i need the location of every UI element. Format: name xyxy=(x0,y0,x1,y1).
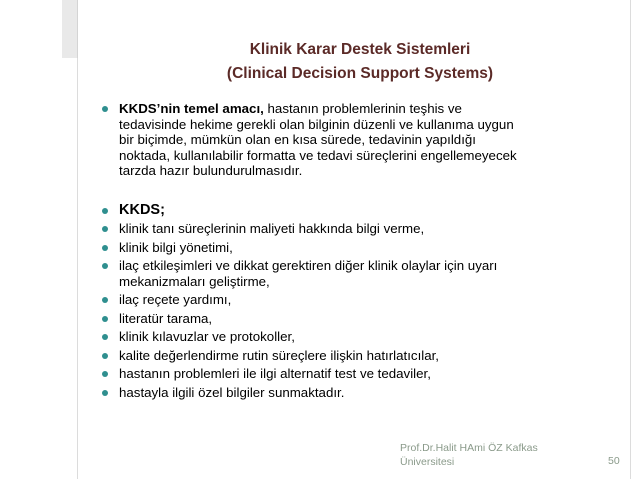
frame-line-left xyxy=(77,0,78,479)
bullet-dot-icon xyxy=(102,245,108,251)
intro-line-5: tarzda hazır bulundurulmasıdır. xyxy=(119,163,303,178)
intro-bold-lead: KKDS’nin temel amacı, xyxy=(119,101,264,116)
list-item-text: klinik kılavuzlar ve protokoller, xyxy=(119,329,295,344)
spacer xyxy=(100,182,620,203)
list-item-text: hastanın problemleri ile ilgi alternatif test ve tedaviler, xyxy=(119,366,431,381)
bullet-dot-icon xyxy=(102,263,108,269)
intro-line-3: bir biçimde, mümkün olan en kısa sürede, tedavinin yapıldığı xyxy=(119,132,476,147)
list-item-text: klinik tanı süreçlerinin maliyeti hakkında bilgi verme, xyxy=(119,221,425,236)
list-heading xyxy=(100,203,620,219)
bullet-dot-icon xyxy=(102,316,108,322)
list-heading-text: KKDS; xyxy=(119,201,165,218)
page-number: 50 xyxy=(608,455,620,467)
frame-line-right xyxy=(630,0,631,479)
slide-title-line-2: (Clinical Decision Support Systems) xyxy=(226,65,494,82)
corner-tab-decoration xyxy=(62,0,78,58)
bullet-dot-icon xyxy=(102,106,108,112)
list-item xyxy=(100,258,620,289)
bullet-dot-icon xyxy=(102,353,108,359)
intro-line-1: hastanın problemlerinin teşhis ve xyxy=(263,101,462,116)
bullet-dot-icon xyxy=(102,297,108,303)
intro-line-4: noktada, kullanılabilir formatta ve tedavi süreçlerini engellemeyecek xyxy=(119,147,517,163)
list-item-text: hastayla ilgili özel bilgiler sunmaktadır. xyxy=(119,384,345,400)
list-item-text: ilaç etkileşimleri ve dikkat gerektiren diğer klinik olaylar için uyarı xyxy=(119,258,498,273)
list-item-text: klinik bilgi yönetimi, xyxy=(119,239,233,255)
bullet-dot-icon xyxy=(102,208,108,214)
list-item xyxy=(100,366,620,382)
bullet-dot-icon xyxy=(102,334,108,340)
list-item-text: literatür tarama, xyxy=(119,310,213,326)
slide-content xyxy=(100,101,620,403)
list-item-text: kalite değerlendirme rutin süreçlere ilişkin hatırlatıcılar, xyxy=(119,347,440,363)
slide-title-line-1: Klinik Karar Destek Sistemleri xyxy=(249,41,471,58)
bullet-dot-icon xyxy=(102,390,108,396)
list-item xyxy=(100,292,620,308)
footer-author-line-2: Üniversitesi xyxy=(400,456,455,468)
list-item xyxy=(100,385,620,401)
footer-author xyxy=(400,441,570,469)
list-item xyxy=(100,329,620,345)
intro-paragraph xyxy=(100,101,620,179)
list-item-text-continued: mekanizmaları geliştirme, xyxy=(119,273,270,289)
intro-line-2: tedavisinde hekime gerekli olan bilginin düzenli ve kullanıma uygun xyxy=(119,116,514,132)
footer-author-line-1: Prof.Dr.Halit HAmi ÖZ Kafkas xyxy=(400,442,538,454)
list-item xyxy=(100,311,620,327)
list-item xyxy=(100,240,620,256)
bullet-dot-icon xyxy=(102,371,108,377)
slide-title xyxy=(110,38,610,86)
list-item xyxy=(100,348,620,364)
bullet-dot-icon xyxy=(102,226,108,232)
list-item xyxy=(100,221,620,237)
list-item-text: ilaç reçete yardımı, xyxy=(119,292,232,307)
